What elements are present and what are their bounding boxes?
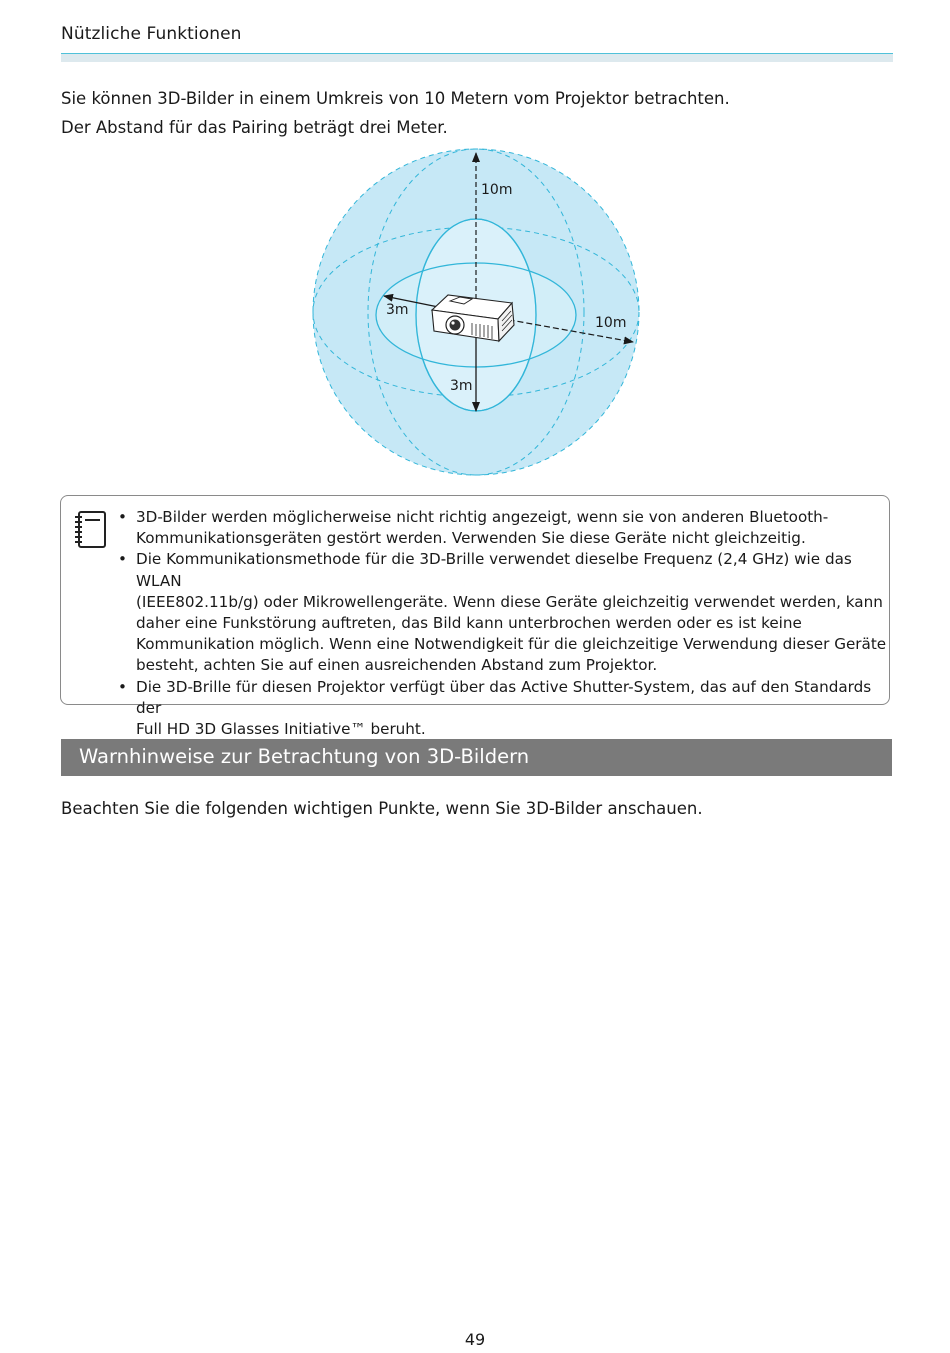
note-box — [60, 495, 890, 739]
note-item-1 — [117, 507, 887, 549]
running-header: Nützliche Funktionen — [61, 24, 242, 44]
note-list — [117, 507, 887, 740]
note-item-2-line-1: Die Kommunikationsmethode für die 3D-Brille verwendet dieselbe Frequenz (2,4 GHz) wie das WLAN — [136, 550, 852, 590]
section-heading-bar — [61, 739, 892, 776]
label-left-3m: 3m — [386, 302, 409, 318]
note-item-2-line-3: daher eine Funkstörung auftreten, das Bild kann unterbrochen werden oder es ist keine — [136, 614, 802, 633]
intro-line-2: Der Abstand für das Pairing beträgt drei Meter. — [61, 118, 448, 137]
section-heading: Warnhinweise zur Betrachtung von 3D-Bildern — [79, 745, 530, 768]
label-bottom-3m: 3m — [450, 378, 473, 394]
page-number: 49 — [464, 1330, 486, 1349]
range-diagram — [300, 145, 650, 485]
note-item-2-line-4: Kommunikation möglich. Wenn eine Notwendigkeit für die gleichzeitige Verwendung dieser Geräte — [136, 635, 887, 654]
note-item-3 — [117, 677, 887, 741]
note-item-3-line-1: Die 3D-Brille für diesen Projektor verfügt über das Active Shutter-System, das auf den Standards der — [136, 677, 872, 717]
note-item-1-line-2: Kommunikationsgeräten gestört werden. Verwenden Sie diese Geräte nicht gleichzeitig. — [136, 529, 806, 548]
label-right-10m: 10m — [595, 315, 627, 331]
intro-line-1: Sie können 3D-Bilder in einem Umkreis von 10 Metern vom Projektor betrachten. — [61, 89, 730, 108]
header-rule — [61, 53, 893, 62]
note-item-2-line-5: besteht, achten Sie auf einen ausreichenden Abstand zum Projektor. — [136, 656, 658, 675]
note-item-1-line-1: 3D-Bilder werden möglicherweise nicht richtig angezeigt, wenn sie von anderen Bluetooth- — [136, 508, 829, 526]
note-item-2-line-2: (IEEE802.11b/g) oder Mikrowellengeräte. Wenn diese Geräte gleichzeitig verwendet werden, kann — [136, 592, 883, 611]
note-icon — [73, 510, 107, 550]
section-body-text: Beachten Sie die folgenden wichtigen Punkte, wenn Sie 3D-Bilder anschauen. — [61, 799, 703, 818]
note-item-2 — [117, 549, 887, 676]
label-top-10m: 10m — [481, 182, 513, 198]
note-item-3-line-2: Full HD 3D Glasses Initiative™ beruht. — [136, 720, 426, 739]
